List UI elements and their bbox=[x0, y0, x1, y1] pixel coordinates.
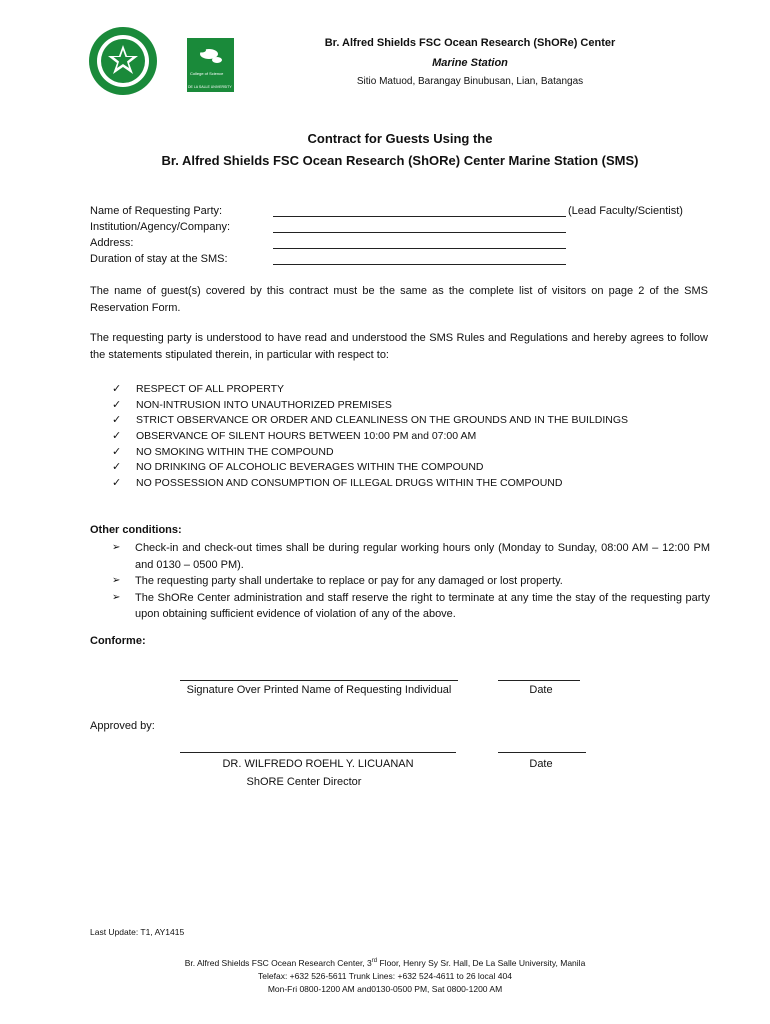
other-conditions-list bbox=[112, 540, 710, 623]
header-address: Sitio Matuod, Barangay Binubusan, Lian, Batangas bbox=[356, 76, 584, 87]
other-conditions-heading: Other conditions: bbox=[90, 524, 182, 536]
list-item: ✓ NO SMOKING WITHIN THE COMPOUND bbox=[112, 445, 628, 461]
checkmark-icon: ✓ bbox=[112, 398, 122, 411]
field-label-institution: Institution/Agency/Company: bbox=[90, 221, 231, 233]
lead-faculty-note: (Lead Faculty/Scientist) bbox=[568, 205, 683, 217]
approved-by-heading: Approved by: bbox=[90, 720, 155, 732]
last-update: Last Update: T1, AY1415 bbox=[90, 927, 185, 937]
footer-hours: Mon-Fri 0800-1200 AM and0130-0500 PM, Sat 0800-1200 AM bbox=[267, 984, 503, 994]
checkmark-icon: ✓ bbox=[112, 430, 122, 443]
agreement-paragraph: The requesting party is understood to have read and understood the SMS Rules and Regulations and hereby agrees to follow the statements stipulated therein, in particular with respect to: bbox=[90, 332, 708, 361]
footer-phones: Telefax: +632 526-5611 Trunk Lines: +632 524-4611 to 26 local 404 bbox=[258, 971, 512, 981]
field-label-address: Address: bbox=[90, 237, 134, 249]
list-item: ➢ Check-in and check-out times shall be during regular working hours only (Monday to Sunday, 08:00 AM – 12:00 PM and 0130 – 0500 PM). bbox=[112, 540, 710, 573]
arrow-bullet-icon: ➢ bbox=[112, 542, 121, 553]
university-seal-logo bbox=[88, 26, 158, 96]
list-item: ✓ OBSERVANCE OF SILENT HOURS BETWEEN 10:00 PM and 07:00 AM bbox=[112, 429, 628, 445]
arrow-bullet-icon: ➢ bbox=[112, 575, 121, 586]
college-unit: DE LA SALLE UNIVERSITY bbox=[188, 85, 232, 89]
address-line[interactable] bbox=[273, 248, 566, 249]
institution-line[interactable] bbox=[273, 232, 566, 233]
checkmark-icon: ✓ bbox=[112, 383, 122, 395]
header-center-name: Br. Alfred Shields FSC Ocean Research (ShORe) Center bbox=[324, 37, 616, 49]
college-of-science-logo bbox=[187, 38, 234, 92]
approver-name: DR. WILFREDO ROEHL Y. LICUANAN bbox=[222, 758, 414, 770]
duration-line[interactable] bbox=[273, 264, 566, 265]
arrow-bullet-icon: ➢ bbox=[112, 591, 121, 603]
approver-signature-line[interactable] bbox=[180, 752, 456, 753]
footer-address: Br. Alfred Shields FSC Ocean Research Center, 3rd Floor, Henry Sy Sr. Hall, De La Salle University, Manila bbox=[184, 958, 586, 968]
approved-date-caption: Date bbox=[529, 758, 553, 770]
header-station: Marine Station bbox=[432, 57, 508, 69]
conforme-date-caption: Date bbox=[529, 684, 553, 696]
list-item: ✓ NON-INTRUSION INTO UNAUTHORIZED PREMISES bbox=[112, 398, 628, 414]
signature-caption: Signature Over Printed Name of Requesting Individual bbox=[186, 684, 452, 696]
checkmark-icon: ✓ bbox=[112, 477, 122, 490]
list-item: ➢ The ShORe Center administration and staff reserve the right to terminate at any time the stay of the requesting party upon obtaining sufficient evidence of violation of any of the above. bbox=[112, 590, 710, 623]
approver-position: ShORE Center Director bbox=[246, 776, 362, 788]
conforme-heading: Conforme: bbox=[90, 635, 146, 647]
list-item: ✓ STRICT OBSERVANCE OR ORDER AND CLEANLINESS ON THE GROUNDS AND IN THE BUILDINGS bbox=[112, 413, 628, 429]
contract-title-line1: Contract for Guests Using the bbox=[307, 131, 493, 146]
list-item: ✓ NO DRINKING OF ALCOHOLIC BEVERAGES WITHIN THE COMPOUND bbox=[112, 460, 628, 476]
conforme-date-line[interactable] bbox=[498, 680, 580, 681]
field-label-duration: Duration of stay at the SMS: bbox=[90, 253, 228, 265]
requesting-party-line[interactable] bbox=[273, 216, 566, 217]
approved-date-line[interactable] bbox=[498, 752, 586, 753]
guests-paragraph: The name of guest(s) covered by this contract must be the same as the complete list of visitors on page 2 of the SMS Reservation Form. bbox=[90, 285, 708, 314]
college-tagline: College of Science bbox=[190, 71, 224, 76]
signature-line[interactable] bbox=[180, 680, 458, 681]
list-item: ➢ The requesting party shall undertake to replace or pay for any damaged or lost property. bbox=[112, 573, 710, 590]
checkmark-icon: ✓ bbox=[112, 461, 122, 474]
checkmark-icon: ✓ bbox=[112, 414, 122, 427]
rules-checklist bbox=[112, 382, 628, 492]
list-item: ✓ RESPECT OF ALL PROPERTY bbox=[112, 382, 628, 398]
list-item: ✓ NO POSSESSION AND CONSUMPTION OF ILLEGAL DRUGS WITHIN THE COMPOUND bbox=[112, 476, 628, 492]
contract-title-line2: Br. Alfred Shields FSC Ocean Research (ShORe) Center Marine Station (SMS) bbox=[161, 153, 639, 168]
checkmark-icon: ✓ bbox=[112, 445, 122, 458]
field-label-requesting-party: Name of Requesting Party: bbox=[90, 205, 223, 217]
